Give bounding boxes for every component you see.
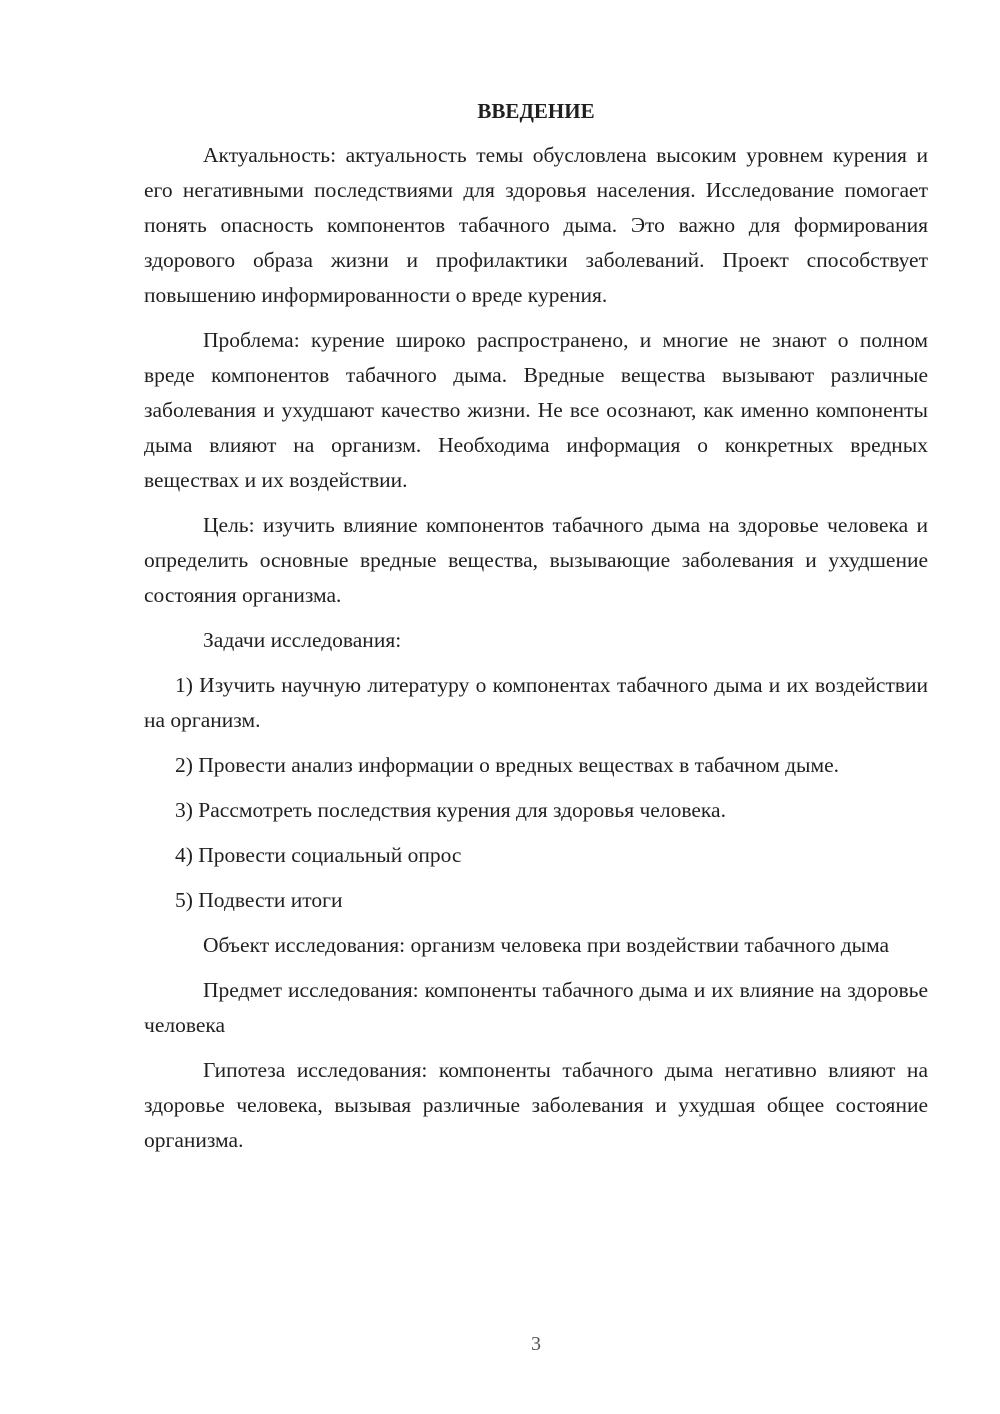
page-title: ВВЕДЕНИЕ (477, 99, 595, 123)
task-item: 1) Изучить научную литературу о компонентах табачного дыма и их воздействии на организм. (144, 673, 928, 732)
task-list (144, 668, 928, 918)
subject-paragraph: Предмет исследования: компоненты табачного дыма и их влияние на здоровье человека (144, 978, 928, 1037)
relevance-paragraph: Актуальность: актуальность темы обусловлена высоким уровнем курения и его негативными последствиями для здоровья населения. Исследование помогает понять опасность компонентов табачного дыма. Это важно для формирования здорового образа жизни и профилактики заболеваний. Проект способствует повышению информированности о вреде курения. (144, 143, 928, 307)
task-item: 5) Подвести итоги (175, 888, 343, 912)
page-number: 3 (531, 1333, 541, 1355)
problem-paragraph: Проблема: курение широко распространено, и многие не знают о полном вреде компонентов табачного дыма. Вредные вещества вызывают различные заболевания и ухудшают качество жизни. Не все осознают, как именно компоненты дыма влияют на организм. Необходима информация о конкретных вредных веществах и их воздействии. (144, 328, 928, 492)
task-item: 3) Рассмотреть последствия курения для здоровья человека. (175, 798, 726, 822)
object-paragraph: Объект исследования: организм человека при воздействии табачного дыма (203, 933, 890, 957)
document-page (144, 96, 928, 1168)
tasks-heading: Задачи исследования: (203, 628, 402, 652)
task-item: 2) Провести анализ информации о вредных веществах в табачном дыме. (175, 753, 840, 777)
goal-paragraph: Цель: изучить влияние компонентов табачного дыма на здоровье человека и определить основные вредные вещества, вызывающие заболевания и ухудшение состояния организма. (144, 513, 928, 607)
task-item: 4) Провести социальный опрос (175, 843, 462, 867)
hypothesis-paragraph: Гипотеза исследования: компоненты табачного дыма негативно влияют на здоровье человека, вызывая различные заболевания и ухудшая общее состояние организма. (144, 1058, 928, 1152)
